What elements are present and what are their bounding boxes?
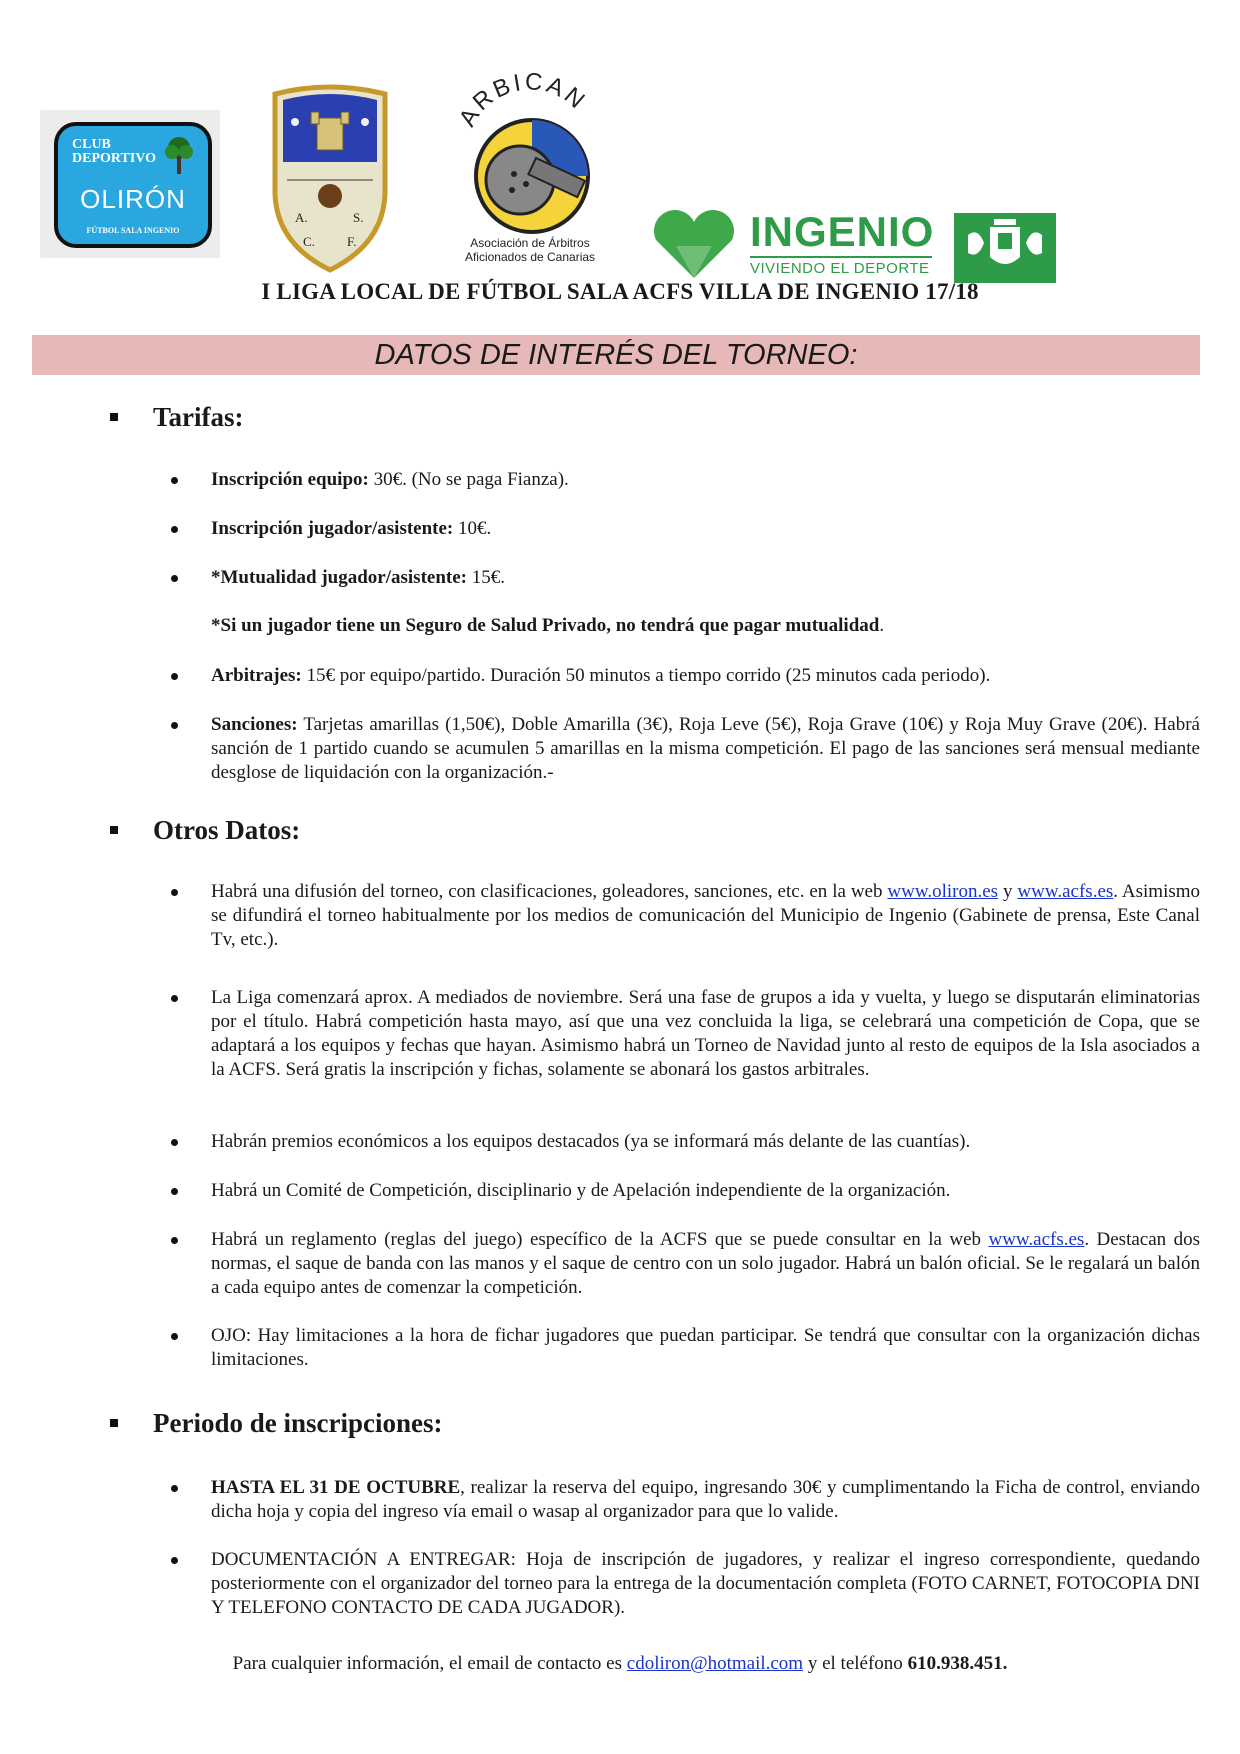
contact-footer: Para cualquier información, el email de contacto es cdoliron@hotmail.com y el teléfono 610.938.451. [232, 1653, 1008, 1674]
arbican-name: ARBICAN [453, 68, 592, 132]
square-bullet-icon [110, 413, 118, 421]
bullet-icon [171, 722, 178, 729]
heart-icon [650, 210, 738, 280]
bullet-icon [171, 575, 178, 582]
list-item: Habrá un reglamento (reglas del juego) específico de la ACFS que se puede consultar en la web www.acfs.es. Destacan dos normas, el saque de banda con las manos y el saque de centro con un solo jugador. Habrá un balón oficial. Se le regalará un balón a cada equipo antes de comenzar la competición. [171, 1228, 1200, 1300]
oliron-sub: FÚTBOL SALA INGENIO [86, 226, 180, 235]
page-title: I LIGA LOCAL DE FÚTBOL SALA ACFS VILLA DE INGENIO 17/18 [261, 279, 979, 304]
item-label: Sanciones: [211, 714, 298, 735]
logo-row [0, 40, 1240, 277]
bullet-icon [171, 477, 178, 484]
oliron-name: OLIRÓN [80, 184, 186, 214]
ingenio-name: INGENIO [750, 208, 935, 255]
item-text: DOCUMENTACIÓN A ENTREGAR: Hoja de inscripción de jugadores, y realizar el ingreso correspondiente, quedando posteriormente con el organizador del torneo para la entrega de la documentación completa (FOTO CARNET, FOTOCOPIA DNI Y TELEFONO CONTACTO DE CADA JUGADOR). [211, 1549, 1200, 1618]
bullet-icon [171, 889, 178, 896]
item-label: Arbitrajes: [211, 665, 302, 686]
list-item [171, 1324, 1200, 1372]
item-label: HASTA EL 31 DE OCTUBRE [211, 1477, 461, 1498]
item-text: La Liga comenzará aprox. A mediados de noviembre. Será una fase de grupos a ida y vuelta, y luego se disputarán eliminatorias por el título. Habrá competición hasta mayo, así que una vez concluida la liga, se celebrará una competición de Copa, que se adaptará a los equipos y fechas que hayan. Asimismo habrá un Torneo de Navidad junto al resto de equipos de la Isla asociados a la ACFS. Será gratis la inscripción y fichas, solamente se abonará los gastos arbitrales. [211, 987, 1200, 1080]
square-bullet-icon [110, 826, 118, 834]
bullet-icon [171, 1557, 178, 1564]
document-page: CLUB DEPORTIVO OLIRÓN FÚTBOL SALA INGENIO A. S. C. F. ARBICAN Asociación de Árbitros Aficionados de Canarias INGENIO VIVIENDO EL DEPORTE I LIGA LOCAL DE FÚTBOL SALA ACFS VILLA DE INGENIO 17/18 DATOS DE INTERÉS DEL TORNEO: Tarifas: Inscripción equipo: 30€. (No se paga Fianza). Inscripción jugador/asistente: 10€. *Mutualidad jugador/asistente: 15€. *Si un jugador tiene un Seguro de Salud Privado, no tendrá que pagar mutualidad. Arbitrajes: 15€ por equipo/partido. Duración 50 minutos a tiempo corrido (25 minutos cada periodo). Sanciones: Tarjetas amarillas (1,50€), Doble Amarilla (3€), Roja Leve (5€), Roja Grave (10€) y Roja Muy Grave (20€). Habrá sanción de 1 partido cuando se acumulen 5 amarillas en la misma competición. El pago de las sanciones será mensual mediante desglose de liquidación con la organización.- Otros Datos: Habrá una difusión del torneo, con clasificaciones, goleadores, sanciones, etc. en la web www.oliron.es y www.acfs.es. Asimismo se difundirá el torneo habitualmente por los medios de comunicación del Municipio de Ingenio (Gabinete de prensa, Este Canal Tv, etc.). La Liga comenzará aprox. A mediados de noviembre. Será una fase de grupos a ida y vuelta, y luego se disputarán eliminatorias por el título. Habrá competición hasta mayo, así que una vez concluida la liga, se celebrará una competición de Copa, que se adaptará a los equipos y fechas que hayan. Asimismo habrá un Torneo de Navidad junto al resto de equipos de la Isla asociados a la ACFS. Será gratis la inscripción y fichas, solamente se abonará los gastos arbitrales. Habrán premios económicos a los equipos destacados (ya se informará más delante de las cuantías). Habrá un Comité de Competición, disciplinario y de Apelación independiente de la organización. Habrá un reglamento (reglas del juego) específico de la ACFS que se puede consultar en la web www.acfs.es. Destacan dos normas, el saque de banda con las manos y el saque de centro con un solo jugador. Habrá un balón oficial. Se le regalará un balón a cada equipo antes de comenzar la competición. OJO: Hay limitaciones a la hora de fichar jugadores que puedan participar. Se tendrá que consultar con la organización dichas limitaciones. Periodo de inscripciones: HASTA EL 31 DE OCTUBRE, realizar la reserva del equipo, ingresando 30€ y cumplimentando la Ficha de control, enviando dicha hoja y copia del ingreso vía email o wasap al organizador para que lo valide. DOCUMENTACIÓN A ENTREGAR: Hoja de inscripción de jugadores, y realizar el ingreso correspondiente, quedando posteriormente con el organizador del torneo para la entrega de la documentación completa (FOTO CARNET, FOTOCOPIA DNI Y TELEFONO CONTACTO DE CADA JUGADOR). Para cualquier información, el email de contacto es cdoliron@hotmail.com y el teléfono 610.938.451. [0, 0, 1240, 1754]
banner-text: DATOS DE INTERÉS DEL TORNEO: [374, 339, 858, 371]
bullet-icon [171, 526, 178, 533]
item-text: Tarjetas amarillas (1,50€), Doble Amarilla (3€), Roja Leve (5€), Roja Grave (10€) y Roja Muy Grave (20€). Habrá sanción de 1 partido cuando se acumulen 5 amarillas en la misma competición. El pago de las sanciones será mensual mediante desglose de liquidación con la organización.- [211, 714, 1200, 783]
contact-phone: 610.938.451. [907, 1653, 1008, 1674]
item-label: Inscripción jugador/asistente: [211, 518, 454, 539]
list-item [171, 1476, 1200, 1524]
acfs-letter-a: A. [295, 210, 308, 225]
ingenio-wordmark [750, 210, 940, 280]
item-label: Inscripción equipo: [211, 469, 369, 490]
list-item [171, 1130, 1200, 1154]
item-text: Habrán premios económicos a los equipos destacados (ya se informará más delante de las cuantías). [211, 1131, 971, 1152]
bullet-icon [171, 1139, 178, 1146]
ingenio-tagline: VIVIENDO EL DEPORTE [750, 256, 932, 277]
whistle-icon [440, 58, 620, 234]
item-text: 10€. [453, 518, 492, 539]
list-item [171, 713, 1200, 785]
list-item [171, 1548, 1200, 1620]
bullet-icon [171, 995, 178, 1002]
acfs-web-link[interactable]: www.acfs.es [1017, 881, 1114, 902]
bullet-icon [171, 673, 178, 680]
oliron-logo [40, 110, 220, 258]
oliron-club-text: CLUB DEPORTIVO [72, 137, 157, 166]
bullet-icon [171, 1237, 178, 1244]
acfs-letter-c: C. [303, 234, 315, 249]
list-item [171, 1179, 1200, 1203]
section-banner [32, 335, 1200, 375]
arbican-logo [440, 58, 620, 270]
bullet-icon [171, 1188, 178, 1195]
item-text: Habrá un Comité de Competición, disciplinario y de Apelación independiente de la organización. [211, 1180, 951, 1201]
list-item [171, 566, 1200, 590]
square-bullet-icon [110, 1419, 118, 1427]
arbican-caption-line1: Asociación de Árbitros [470, 236, 590, 250]
arbican-caption [440, 236, 620, 264]
arbican-caption-line2: Aficionados de Canarias [464, 250, 596, 264]
mutualidad-note: *Si un jugador tiene un Seguro de Salud Privado, no tendrá que pagar mutualidad. [211, 615, 885, 636]
list-item [171, 986, 1200, 1082]
item-text: OJO: Hay limitaciones a la hora de fichar jugadores que puedan participar. Se tendrá que consultar con la organización dichas limitaciones. [211, 1325, 1200, 1370]
list-item [171, 517, 1200, 541]
acfs-reglamento-link[interactable]: www.acfs.es [988, 1229, 1085, 1250]
contact-email-link[interactable]: cdoliron@hotmail.com [626, 1653, 804, 1674]
bullet-icon [171, 1333, 178, 1340]
item-text: 15€ por equipo/partido. Duración 50 minutos a tiempo corrido (25 minutos cada periodo). [301, 665, 991, 686]
acfs-shield-logo [265, 84, 395, 274]
item-text: , realizar la reserva del equipo, ingresando 30€ y cumplimentando la Ficha de control, enviando dicha hoja y copia del ingreso vía email o wasap al organizador para que lo valide. [211, 1477, 1201, 1522]
oliron-web-link[interactable]: www.oliron.es [887, 881, 999, 902]
item-label: *Mutualidad jugador/asistente: [211, 567, 467, 588]
list-item [171, 468, 1200, 492]
acfs-letter-f: F. [347, 234, 357, 249]
item-text: 30€. (No se paga Fianza). [368, 469, 569, 490]
item-text: 15€. [467, 567, 505, 588]
coat-of-arms-icon [954, 213, 1056, 283]
list-item [171, 664, 1200, 688]
list-item: Habrá una difusión del torneo, con clasificaciones, goleadores, sanciones, etc. en la web www.oliron.es y www.acfs.es. Asimismo se difundirá el torneo habitualmente por los medios de comunicación del Municipio de Ingenio (Gabinete de prensa, Este Canal Tv, etc.). [171, 880, 1200, 952]
tree-icon [164, 136, 194, 176]
acfs-letter-s: S. [353, 210, 364, 225]
bullet-icon [171, 1485, 178, 1492]
